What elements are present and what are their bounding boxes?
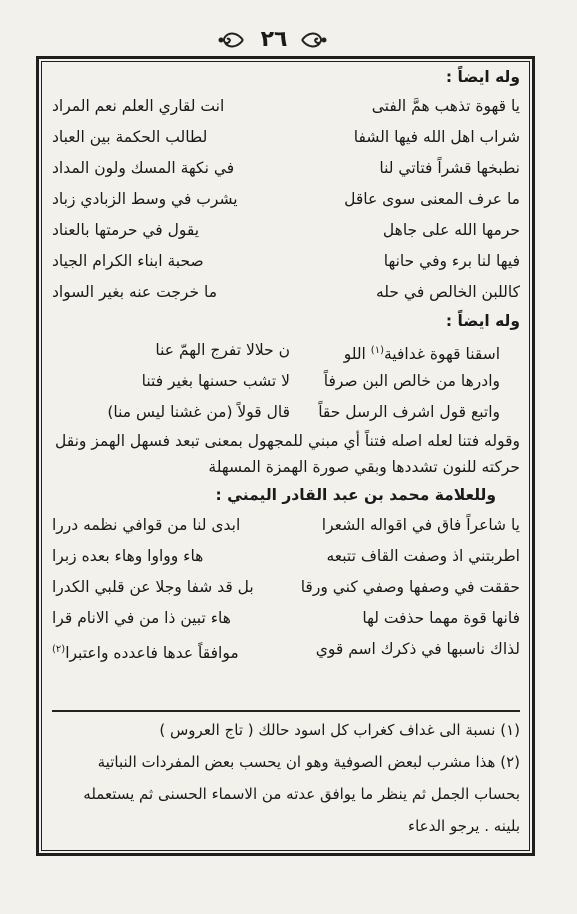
ornament-left-icon [217, 28, 245, 52]
verse-line [52, 184, 520, 215]
footnotes [52, 714, 520, 842]
verse-line [52, 634, 520, 665]
verse-line [52, 603, 520, 634]
verse-hemistich-left: بل قد شفا وجلا عن قلبي الكدرا [52, 578, 254, 596]
verse-hemistich-left [52, 634, 239, 665]
page-body [52, 64, 520, 665]
verse-line [52, 153, 520, 184]
poem-3 [52, 510, 520, 665]
verse-line [52, 366, 500, 397]
verse-text: اسقنا قهوة غدافية [383, 345, 500, 364]
heading-2: وله ايضاً : [445, 312, 520, 330]
prose-line: وقوله فتنا لعله اصله فتناً أي مبني للمجهول بمعنى تبعد فسهل الهمز ونقل [55, 432, 520, 450]
footnote-line: بحساب الجمل ثم ينظر ما يوافق عدته من الاسماء الحسنى ثم يستعمله [83, 785, 520, 803]
verse-text: اللو [343, 345, 366, 364]
heading-1: وله ايضاً : [445, 68, 520, 86]
verse-line [52, 397, 500, 428]
ornament-right-icon [300, 28, 328, 52]
verse-hemistich-left: ما خرجت عنه بغير السواد [52, 283, 217, 301]
verse-hemistich-right [290, 335, 500, 366]
verse-text: موافقاً عدها فاعدده واعتبرا [65, 644, 239, 663]
verse-hemistich-right: واتبع قول اشرف الرسل حقاً [318, 403, 500, 421]
footnote-ref-2: (٢) [52, 644, 66, 655]
footnote-line: بلينه . يرجو الدعاء [408, 817, 520, 835]
verse-hemistich-right: يا قهوة تذهب همَّ الفتى [371, 97, 520, 115]
footnote-ref-1: (١) [370, 345, 384, 356]
verse-line [52, 335, 500, 366]
verse-line [52, 215, 520, 246]
verse-hemistich-right: لذاك ناسبها في ذكرك اسم قوي [315, 640, 520, 658]
verse-hemistich-left: يقول في حرمتها بالعناد [52, 221, 200, 239]
verse-hemistich-right: وادرها من خالص البن صرفاً [323, 372, 500, 390]
verse-hemistich-left: يشرب في وسط الزبادي زباد [52, 190, 238, 208]
verse-hemistich-left: صحبة ابناء الكرام الجياد [52, 252, 204, 270]
verse-hemistich-left: هاء تبين ذا من في الانام قرا [52, 609, 231, 627]
poem-2 [52, 335, 520, 428]
verse-line [52, 277, 520, 308]
verse-line [52, 91, 520, 122]
page-header [0, 26, 577, 56]
verse-hemistich-right: شراب اهل الله فيها الشفا [353, 128, 520, 146]
verse-hemistich-right: اطربتني اذ وصفت القاف تتبعه [326, 547, 520, 565]
verse-line [52, 541, 520, 572]
heading-3: وللعلامة محمد بن عبد القادر اليمني : [215, 486, 496, 504]
verse-hemistich-left: ن حلالا تفرج الهمّ عنا [155, 341, 290, 359]
verse-hemistich-left: هاء وواوا وهاء بعده زبرا [52, 547, 204, 565]
verse-line [52, 572, 520, 603]
page-number: ٢٦ [260, 27, 288, 52]
verse-hemistich-right: ما عرف المعنى سوى عاقل [344, 190, 520, 208]
verse-hemistich-right: يا شاعراً فاق في اقواله الشعرا [321, 516, 520, 534]
verse-hemistich-left: انت لقاري العلم نعم المراد [52, 97, 225, 115]
verse-hemistich-left: في نكهة المسك ولون المداد [52, 159, 235, 177]
verse-hemistich-left: ابدى لنا من قوافي نظمه دررا [52, 516, 241, 534]
verse-hemistich-right: كاللبن الخالص في حله [375, 283, 520, 301]
poem-1 [52, 91, 520, 308]
verse-hemistich-left: لا تشب حسنها بغير فتنا [141, 372, 290, 390]
verse-hemistich-right: حققت في وصفها وصفي كني ورقا [300, 578, 520, 596]
prose-line: حركته للنون تشددها وبقي صورة الهمزة المسهلة [208, 458, 520, 476]
verse-hemistich-left: لطالب الحكمة بين العباد [52, 128, 208, 146]
footnote-line: (٢) هذا مشرب لبعض الصوفية وهو ان يحسب بعض المفردات النباتية [97, 753, 520, 771]
verse-hemistich-right: نطبخها قشراً فتاتي لنا [379, 159, 520, 177]
verse-hemistich-right: فانها قوة مهما حذفت لها [362, 609, 520, 627]
verse-hemistich-right: فيها لنا برء وفي حانها [383, 252, 520, 270]
verse-hemistich-left: قال قولاً (من غشنا ليس منا) [107, 403, 290, 421]
footnote-divider [52, 710, 520, 712]
verse-line [52, 122, 520, 153]
footnote-line: (١) نسبة الى غداف كغراب كل اسود حالك ( تاج العروس ) [159, 721, 520, 739]
verse-hemistich-right: حرمها الله على جاهل [382, 221, 520, 239]
verse-line [52, 510, 520, 541]
verse-line [52, 246, 520, 277]
